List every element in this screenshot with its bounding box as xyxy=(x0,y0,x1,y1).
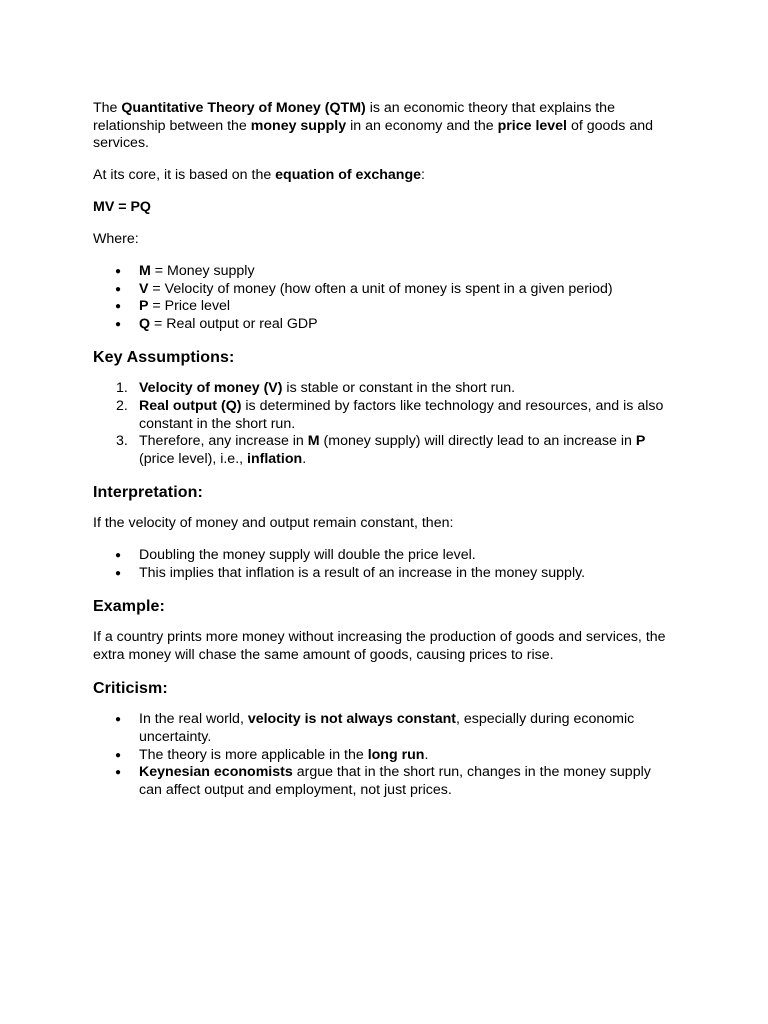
text-run: in an economy and the xyxy=(346,117,498,134)
list-item xyxy=(93,298,672,316)
text-run: Therefore, any increase in xyxy=(139,433,308,450)
text-run: , especially during economic uncertainty. xyxy=(139,711,635,745)
list-number: 1. xyxy=(116,380,128,397)
interpretation-intro: If the velocity of money and output remain constant, then: xyxy=(93,515,454,532)
text-run: is an economic theory that explains the relationship between the xyxy=(93,100,615,134)
interpretation-list xyxy=(93,547,672,582)
bold-term: Keynesian economists xyxy=(139,764,293,781)
bold-term: P xyxy=(635,433,646,450)
text-run: . xyxy=(302,450,307,467)
bold-term: Real output (Q) xyxy=(139,397,242,414)
bold-term-money-supply: money supply xyxy=(250,117,347,134)
text-run: The theory is more applicable in the xyxy=(139,746,368,763)
list-number: 3. xyxy=(116,433,128,450)
equation: MV = PQ xyxy=(93,199,151,216)
bold-term: long run xyxy=(367,746,425,763)
text-run: is determined by factors like technology and resources, and is also constant in the short run. xyxy=(139,397,664,432)
text-run: (money supply) will directly lead to an increase in xyxy=(319,433,636,450)
heading-key-assumptions: Key Assumptions: xyxy=(93,348,235,366)
text-run: is stable or constant in the short run. xyxy=(282,380,516,397)
equation-intro-paragraph xyxy=(93,167,672,185)
bold-term: Velocity of money (V) xyxy=(139,380,283,397)
heading-interpretation: Interpretation: xyxy=(93,483,203,501)
list-item xyxy=(93,380,672,398)
text-run: . xyxy=(424,746,429,763)
variable-symbol: Q xyxy=(139,315,151,332)
bold-term-equation-of-exchange: equation of exchange xyxy=(275,167,422,184)
bold-term-price-level: price level xyxy=(497,117,568,134)
variable-symbol: V xyxy=(139,280,149,297)
text-run: (price level), i.e., xyxy=(139,450,248,467)
bold-term: M xyxy=(307,433,320,450)
where-label: Where: xyxy=(93,231,139,248)
variable-symbol: M xyxy=(139,263,151,280)
list-item: ● Doubling the money supply will double the price level. xyxy=(93,547,672,565)
bold-term: velocity is not always constant xyxy=(247,711,456,728)
criticism-list xyxy=(93,711,672,799)
list-item xyxy=(93,263,672,281)
text-run: : xyxy=(421,167,425,184)
variable-description: = Real output or real GDP xyxy=(150,315,318,332)
list-item xyxy=(93,747,672,765)
list-item xyxy=(93,281,672,299)
variable-description: = Velocity of money (how often a unit of money is spent in a given period) xyxy=(148,280,613,297)
heading-criticism: Criticism: xyxy=(93,679,168,697)
list-item xyxy=(93,316,672,334)
text-run: argue that in the short run, changes in the money supply can affect output and employment, not just prices. xyxy=(139,764,651,798)
example-text: If a country prints more money without increasing the production of goods and services, the extra money will chase the same amount of goods, causing prices to rise. xyxy=(93,629,666,663)
variable-description: = Price level xyxy=(148,298,231,315)
heading-example: Example: xyxy=(93,597,165,615)
variables-list xyxy=(93,263,672,333)
list-item xyxy=(93,711,672,746)
bold-term: inflation xyxy=(247,450,303,467)
variable-symbol: P xyxy=(139,298,149,315)
list-number: 2. xyxy=(116,397,128,414)
assumptions-list xyxy=(93,380,672,468)
text-run: The xyxy=(93,100,122,116)
list-item xyxy=(93,764,672,799)
text-run: In the real world, xyxy=(139,711,248,728)
list-item xyxy=(93,433,672,468)
variable-description: = Money supply xyxy=(150,263,255,280)
intro-paragraph xyxy=(93,100,672,153)
bold-term-qtm: Quantitative Theory of Money (QTM) xyxy=(121,100,366,116)
text-run: At its core, it is based on the xyxy=(93,167,276,184)
text-run: of goods and services. xyxy=(93,117,653,152)
list-item: ● This implies that inflation is a result of an increase in the money supply. xyxy=(93,565,672,583)
list-item xyxy=(93,398,672,433)
